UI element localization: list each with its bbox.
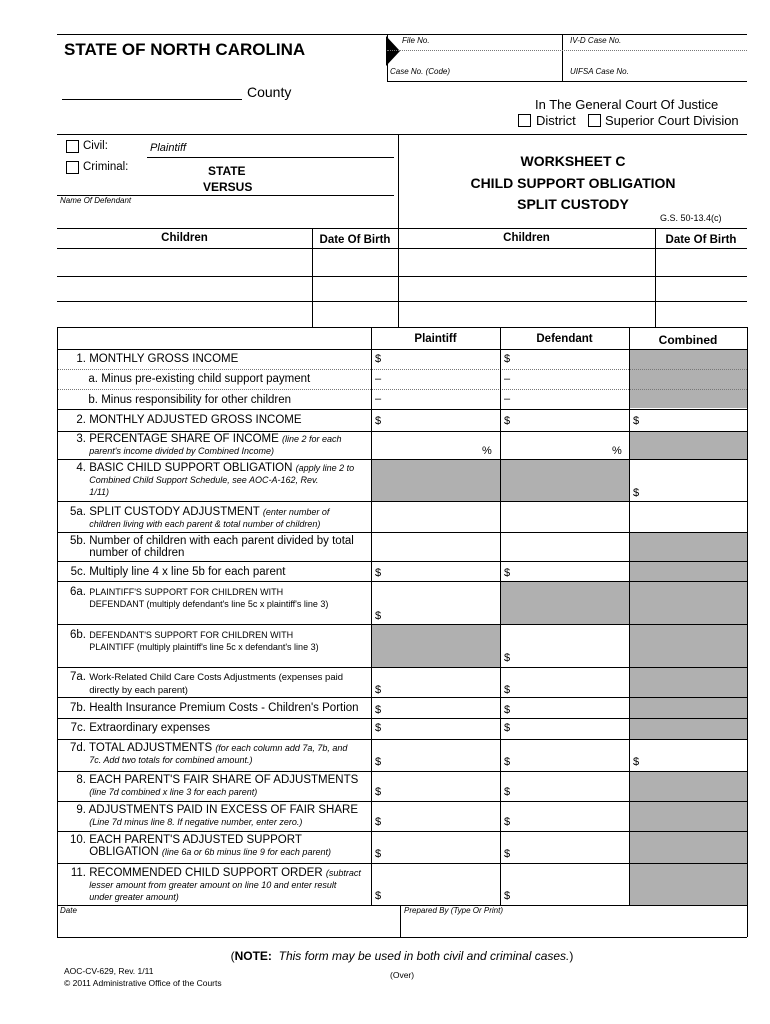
superior-label: Superior Court Division bbox=[605, 113, 739, 128]
row-1: 1. MONTHLY GROSS INCOME bbox=[76, 353, 239, 365]
district-checkbox[interactable] bbox=[518, 114, 531, 127]
row-6b: 6b. DEFENDANT'S SUPPORT FOR CHILDREN WITH PLAINTIFF (multiply plaintiff's line 5c x defendant's line 3) bbox=[70, 629, 319, 652]
d1-dollar: $ bbox=[504, 353, 511, 365]
p9-dollar: $ bbox=[375, 816, 382, 828]
row-11: 11. RECOMMENDED CHILD SUPPORT ORDER (subtract lesser amount from greater amount on line 10 and enter result under greater amount) bbox=[70, 867, 361, 902]
note-text: (NOTE: This form may be used in both civil and criminal cases.) bbox=[230, 949, 574, 963]
p7a-dollar: $ bbox=[375, 684, 382, 696]
row-6a: 6a. PLAINTIFF'S SUPPORT FOR CHILDREN WITH DEFENDANT (multiply defendant's line 5c x plaintiff's line 3) bbox=[70, 586, 329, 609]
p1a-dash: – bbox=[375, 373, 382, 385]
d3-percent: % bbox=[612, 445, 622, 457]
d7b-dollar: $ bbox=[504, 704, 511, 716]
worksheet-subtitle2: SPLIT CUSTODY bbox=[517, 196, 629, 212]
county-label: County bbox=[247, 84, 292, 100]
p3-percent: % bbox=[482, 445, 492, 457]
row-1b: b. Minus responsibility for other children bbox=[88, 394, 292, 406]
row-3: 3. PERCENTAGE SHARE OF INCOME (line 2 for each parent's income divided by Combined Income) bbox=[76, 433, 342, 456]
form-number: AOC-CV-629, Rev. 1/11 bbox=[64, 966, 154, 976]
d6b-dollar: $ bbox=[504, 652, 511, 664]
d10-dollar: $ bbox=[504, 848, 511, 860]
row-10: 10. EACH PARENT'S ADJUSTED SUPPORT OBLIGATION (line 6a or 6b minus line 9 for each parent) bbox=[70, 834, 331, 858]
p7d-dollar: $ bbox=[375, 756, 382, 768]
p8-dollar: $ bbox=[375, 786, 382, 798]
row-9: 9. ADJUSTMENTS PAID IN EXCESS OF FAIR SHARE (Line 7d minus line 8. If negative number, enter zero.) bbox=[76, 804, 359, 827]
d7c-dollar: $ bbox=[504, 722, 511, 734]
children-header-2: Children bbox=[503, 232, 550, 244]
arrow-icon bbox=[386, 36, 400, 66]
file-no-label: File No. bbox=[402, 36, 430, 45]
civil-checkbox[interactable] bbox=[66, 140, 79, 153]
p5c-dollar: $ bbox=[375, 567, 382, 579]
d7a-dollar: $ bbox=[504, 684, 511, 696]
worksheet-title: WORKSHEET C bbox=[520, 153, 626, 169]
court-title: In The General Court Of Justice bbox=[535, 97, 719, 112]
d2-dollar: $ bbox=[504, 415, 511, 427]
row-5a: 5a. SPLIT CUSTODY ADJUSTMENT (enter number of children living with each parent & total number of children) bbox=[70, 506, 330, 529]
d8-dollar: $ bbox=[504, 786, 511, 798]
d1a-dash: – bbox=[504, 373, 511, 385]
d7d-dollar: $ bbox=[504, 756, 511, 768]
district-label: District bbox=[536, 113, 576, 128]
superior-checkbox[interactable] bbox=[588, 114, 601, 127]
p11-dollar: $ bbox=[375, 890, 382, 902]
case-no-label: Case No. (Code) bbox=[390, 67, 451, 76]
p6a-dollar: $ bbox=[375, 610, 382, 622]
worksheet-subtitle: CHILD SUPPORT OBLIGATION bbox=[470, 175, 676, 191]
uifsa-case-label: UIFSA Case No. bbox=[570, 67, 629, 76]
dob-header: Date Of Birth bbox=[319, 234, 391, 246]
civil-label: Civil: bbox=[83, 140, 108, 152]
d9-dollar: $ bbox=[504, 816, 511, 828]
county-line[interactable] bbox=[62, 99, 242, 100]
p10-dollar: $ bbox=[375, 848, 382, 860]
p7c-dollar: $ bbox=[375, 722, 382, 734]
plaintiff-col-header: Plaintiff bbox=[414, 333, 457, 345]
plaintiff-line[interactable] bbox=[147, 157, 394, 158]
row-7b: 7b. Health Insurance Premium Costs - Children's Portion bbox=[70, 702, 359, 714]
p1b-dash: – bbox=[375, 393, 382, 405]
c2-dollar: $ bbox=[633, 415, 640, 427]
defendant-col-header: Defendant bbox=[536, 333, 593, 345]
p7b-dollar: $ bbox=[375, 704, 382, 716]
d5c-dollar: $ bbox=[504, 567, 511, 579]
state-title: STATE OF NORTH CAROLINA bbox=[64, 40, 306, 59]
combined-col-header: Combined bbox=[658, 333, 718, 347]
date-label: Date bbox=[60, 906, 77, 915]
row-4: 4. BASIC CHILD SUPPORT OBLIGATION (apply line 2 to Combined Child Support Schedule, see AOC-A-162, Rev. 1/11) bbox=[76, 462, 355, 497]
row-7c: 7c. Extraordinary expenses bbox=[70, 722, 211, 734]
ivd-case-label: IV-D Case No. bbox=[570, 36, 622, 45]
c7d-dollar: $ bbox=[633, 756, 640, 768]
copyright: © 2011 Administrative Office of the Courts bbox=[64, 978, 222, 988]
statute-label: G.S. 50-13.4(c) bbox=[660, 213, 722, 223]
dob-header-2: Date Of Birth bbox=[665, 234, 737, 246]
row-1a: a. Minus pre-existing child support payment bbox=[88, 373, 311, 385]
row-7a: 7a. Work-Related Child Care Costs Adjustments (expenses paid directly by each parent) bbox=[70, 671, 344, 696]
row-8: 8. EACH PARENT'S FAIR SHARE OF ADJUSTMENTS (line 7d combined x line 3 for each parent) bbox=[76, 774, 359, 797]
c4-dollar: $ bbox=[633, 487, 640, 499]
state-party: STATE bbox=[208, 164, 246, 178]
p1-dollar: $ bbox=[375, 353, 382, 365]
criminal-checkbox[interactable] bbox=[66, 161, 79, 174]
over-label: (Over) bbox=[390, 970, 415, 980]
d1b-dash: – bbox=[504, 393, 511, 405]
d11-dollar: $ bbox=[504, 890, 511, 902]
plaintiff-label: Plaintiff bbox=[150, 142, 187, 154]
row-2: 2. MONTHLY ADJUSTED GROSS INCOME bbox=[76, 414, 302, 426]
row-5c: 5c. Multiply line 4 x line 5b for each parent bbox=[70, 566, 286, 578]
children-header: Children bbox=[161, 232, 208, 244]
prepared-by-label: Prepared By (Type Or Print) bbox=[404, 906, 503, 915]
row-5b: 5b. Number of children with each parent divided by total number of children bbox=[70, 535, 354, 559]
criminal-label: Criminal: bbox=[83, 161, 129, 173]
defendant-label: Name Of Defendant bbox=[60, 196, 132, 205]
p2-dollar: $ bbox=[375, 415, 382, 427]
versus-label: VERSUS bbox=[203, 180, 253, 194]
row-7d: 7d. TOTAL ADJUSTMENTS (for each column add 7a, 7b, and 7c. Add two totals for combined amount.) bbox=[70, 742, 348, 765]
